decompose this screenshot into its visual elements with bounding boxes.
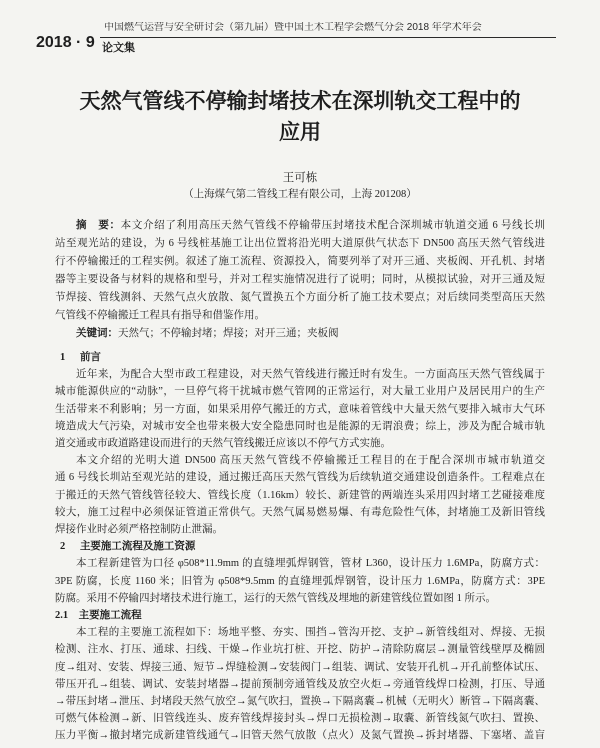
body-line: →带压封堵→泄压、封堵段天然气放空→氮气吹扫，置换→下隔离囊→机械（无明火）断管→下隔离囊、 xyxy=(55,696,545,708)
body-line: 焊接作业时必须严格控制防止泄漏。 xyxy=(55,524,223,536)
body-line: 境造成大气污染，对城市安全也带来极大安全隐患同时也是能源的无谓浪费；综上，涉及为配合城市轨 xyxy=(55,420,545,432)
author: 王可栋 xyxy=(282,172,318,184)
body-line: 生活带来不利影响；另一方面，如果采用停气搬迁的方式，意味着管线中大量天然气要排入城市大气环 xyxy=(55,403,545,415)
abstract-line: 行不停输搬迁的工程实例。叙述了施工流程、资源投入，简要列举了对开三通、夹板阀、开孔机、封堵 xyxy=(55,256,545,267)
abstract-line: 站至观光站的建设，为 6 号线桩基施工让出位置将沿光明大道原供气状态下 DN500 高压天然气管线进 xyxy=(55,238,545,249)
abstract-line xyxy=(55,217,545,235)
body-line: 3PE 防腐，长度 1160 米；旧管为 φ508*9.5mm 的直缝埋弧焊钢管，设计压力 1.6MPa，防腐方式：3PE xyxy=(55,575,545,587)
title-line: 天然气管线不停输封堵技术在深圳轨交工程中的 xyxy=(79,89,521,113)
keywords-line xyxy=(55,325,545,343)
subsection-heading xyxy=(55,607,545,624)
affiliation: （上海煤气第二管线工程有限公司，上海 201208） xyxy=(183,189,417,200)
body-line: 度→组对、安装、焊接三通、短节→焊缝检测→安装阀门→组装、调试、安装开孔机→开孔前整体试压、 xyxy=(55,661,545,673)
abstract-line: 气管线不停输搬迁工程具有指导和借鉴作用。 xyxy=(55,310,265,321)
body-line: 检测、注水、打压、通球、扫线、干燥→作业坑打桩、开挖、防护→清除防腐层→测量管线壁厚及椭圆 xyxy=(55,644,545,656)
header-rule xyxy=(100,37,556,38)
body-line: 防腐。采用不停输四封堵技术进行施工，运行的天然气管线及埋地的新建管线位置如图 1 所示。 xyxy=(55,592,496,604)
running-header-conference: 中国燃气运营与安全研讨会（第九届）暨中国土木工程学会燃气分会 2018 年学术年会 xyxy=(104,22,482,33)
body-line: 道交通或市政道路建设而进行的天然气管线搬迁应该以不停气方式实施。 xyxy=(55,438,391,450)
body-line: 本文介绍的光明大道 DN500 高压天然气管线不停输搬迁工程目的在于配合深圳市城市轨道交 xyxy=(76,455,545,467)
abstract-line: 节焊接、管线测斜、天然气点火放散、氮气置换五个方面分析了施工技术要点；对后续同类型高压天然 xyxy=(55,292,545,303)
abstract-line: 器等主要设备与材料的规格和型号，并对工程实施情况进行了说明；同时，从模拟试验，对开三通及短 xyxy=(55,274,545,285)
body-line: 压力平衡→撤封堵完成新建管线通气→旧管天然气放散（点火）及氮气置换→拆封堵器、下塞堵、盖盲 xyxy=(55,730,545,742)
body-text xyxy=(55,349,545,745)
section-heading xyxy=(55,349,545,366)
section-heading xyxy=(55,538,545,555)
body-line: 近年来，为配合大型市政工程建设，对天然气管线进行搬迁时有发生。一方面高压天然气管线属于 xyxy=(76,369,545,381)
body-line: 本工程的主要施工流程如下：场地平整、夯实、围挡→管沟开挖、支护→新管线组对、焊接、无损 xyxy=(76,627,545,639)
body-line: 可燃气体检测→新、旧管线连头、废弃管线焊接封头→焊口无损检测→取囊、新管线氮气吹扫、置换、 xyxy=(55,713,545,725)
section-number: 2 xyxy=(60,541,66,553)
section-title: 前言 xyxy=(79,352,101,363)
subsection-title: 主要施工流程 xyxy=(78,610,142,622)
running-header-issue: 2018 · 9 xyxy=(36,34,95,51)
body-line: 于搬迁的天然气管线管径较大、管线长度（1.16km）较长、新建管的两端连头采用四封堵工艺碰接难度 xyxy=(55,489,545,501)
abstract-label: 摘 要： xyxy=(76,220,121,231)
body-line: 通 6 号线长圳站至观光站的建设，通过搬迁高压天然气管线为后续轨道交通建设创造条件。工程难点在 xyxy=(55,472,545,484)
paper-title xyxy=(40,86,560,148)
subsection-number: 2.1 xyxy=(55,610,69,622)
abstract xyxy=(55,217,545,343)
body-line: 本工程新建管为口径 φ508*11.9mm 的直缝埋弧焊钢管，管材 L360，设计压力 1.6MPa，防腐方式： xyxy=(76,558,545,570)
abstract-text: 本文介绍了利用高压天然气管线不停输带压封堵技术配合深圳城市轨道交通 6 号线长圳 xyxy=(120,220,545,231)
body-line: 较大，施工过程中必须保证管道正常供气。天然气属易燃易爆、有毒危险性气体，封堵施工及新旧管线 xyxy=(55,506,545,518)
section-title: 主要施工流程及施工资源 xyxy=(79,541,196,553)
keywords-label: 关键词： xyxy=(76,328,118,339)
title-line: 应用 xyxy=(279,120,321,144)
section-number: 1 xyxy=(60,352,66,363)
running-header-volume: 论文集 xyxy=(102,42,135,54)
body-line: 带压开孔→组装、调试、安装封堵器→提前预制旁通管线及放空火炬→旁通管线焊口检测，打压、导通 xyxy=(55,678,545,690)
body-line: 城市能源供应的“动脉”，一旦停气将干扰城市燃气管网的正常运行，对大量工业用户及居民用户的生产 xyxy=(55,386,545,398)
keywords-text: 天然气；不停输封堵；焊接；对开三通；夹板阀 xyxy=(118,328,339,339)
